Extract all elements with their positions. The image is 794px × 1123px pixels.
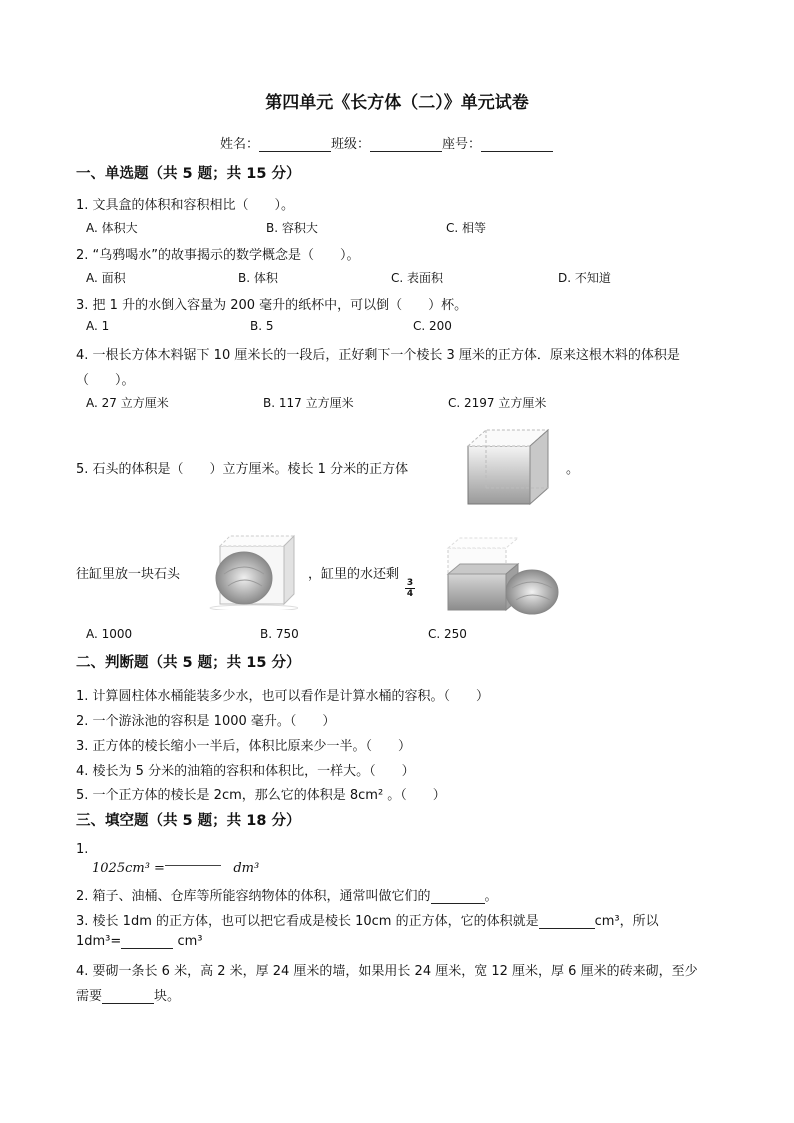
option-a[interactable]: A. 1000 (86, 627, 133, 641)
name-label: 姓名： (220, 137, 260, 152)
option-c[interactable]: C. 表面积 (391, 271, 444, 285)
fill-question-text: 需要 (76, 989, 103, 1004)
question-text: 2. “乌鸦喝水”的故事揭示的数学概念是（ ）。 (76, 248, 360, 263)
class-field[interactable] (370, 137, 442, 152)
section-heading-fill-blank: 三、填空题（共 5 题；共 18 分） (76, 813, 301, 829)
fill-question (76, 885, 498, 904)
judgment-question: 1. 计算圆柱体水桶能装多少水，也可以看作是计算水桶的容积。（ ） (76, 689, 490, 704)
question-end: 。 (566, 462, 580, 477)
answer-blank[interactable] (165, 855, 221, 866)
math-unit: dm³ (233, 861, 260, 876)
seat-field[interactable] (481, 137, 553, 152)
fill-question-cont (76, 934, 202, 949)
math-expression (92, 855, 259, 876)
option-b[interactable]: B. 容积大 (266, 221, 318, 235)
fill-question-cont (76, 985, 180, 1004)
fill-question-end: 。 (484, 889, 498, 904)
fill-question-text: 2. 箱子、油桶、仓库等所能容纳物体的体积，通常叫做它们的 (76, 889, 431, 904)
question-text-cont: ，缸里的水还剩 (308, 567, 400, 582)
fill-question-text: 块。 (154, 989, 181, 1004)
question-text: 3. 把 1 升的水倒入容量为 200 毫升的纸杯中，可以倒（ ）杯。 (76, 298, 468, 313)
question-text-cont: （ ）。 (76, 373, 135, 388)
option-a[interactable]: A. 体积大 (86, 221, 138, 235)
student-info (220, 133, 553, 152)
fraction-numerator: 3 (406, 578, 414, 588)
option-c[interactable]: C. 相等 (446, 221, 487, 235)
name-field[interactable] (259, 137, 331, 152)
math-left: 1025cm³ = (92, 861, 165, 876)
judgment-question: 2. 一个游泳池的容积是 1000 毫升。（ ） (76, 714, 336, 729)
fraction-denominator: 4 (406, 589, 414, 599)
fill-question-text: 3. 棱长 1dm 的正方体，也可以把它看成是棱长 10cm 的正方体，它的体积就是 (76, 914, 539, 929)
section-heading-single-choice: 一、单选题（共 5 题；共 15 分） (76, 166, 301, 182)
fill-question-text: cm³，所以 (594, 914, 659, 929)
fill-question: 4. 要砌一条长 6 米，高 2 米，厚 24 厘米的墙，如果用长 24 厘米，宽 12 厘米，厚 6 厘米的砖来砌，至少 (76, 964, 698, 979)
option-b[interactable]: B. 体积 (238, 271, 278, 285)
option-a[interactable]: A. 面积 (86, 271, 126, 285)
question-text-cont: 往缸里放一块石头 (76, 567, 181, 582)
option-a[interactable]: A. 1 (86, 319, 110, 333)
judgment-question: 5. 一个正方体的棱长是 2cm，那么它的体积是 8cm² 。（ ） (76, 788, 446, 803)
fill-question (76, 910, 659, 929)
tank-with-stone-image (206, 530, 298, 610)
answer-blank[interactable] (102, 989, 154, 1004)
option-c[interactable]: C. 200 (413, 319, 452, 333)
answer-blank[interactable] (539, 914, 595, 929)
page-title: 第四单元《长方体（二）》单元试卷 (265, 93, 529, 113)
question-text: 5. 石头的体积是（ ）立方厘米。棱长 1 分米的正方体 (76, 462, 409, 477)
seat-label: 座号： (442, 137, 482, 152)
question-text: 4. 一根长方体木料锯下 10 厘米长的一段后，正好剩下一个棱长 3 厘米的正方体．原来这根木料的体积是 (76, 348, 680, 363)
section-heading-true-false: 二、判断题（共 5 题；共 15 分） (76, 655, 301, 671)
question-text: 1. 文具盒的体积和容积相比（ ）。 (76, 198, 295, 213)
judgment-question: 4. 棱长为 5 分米的油箱的容积和体积比，一样大。（ ） (76, 764, 415, 779)
tank-after-stone-image (432, 534, 564, 616)
answer-blank[interactable] (431, 889, 485, 904)
option-b[interactable]: B. 117 立方厘米 (263, 396, 354, 410)
option-d[interactable]: D. 不知道 (558, 271, 611, 285)
answer-blank[interactable] (121, 934, 173, 949)
fill-question-text: cm³ (177, 934, 203, 949)
cube-container-image (466, 428, 550, 506)
fraction (405, 578, 415, 599)
question-number: 1. (76, 842, 89, 857)
judgment-question: 3. 正方体的棱长缩小一半后，体积比原来少一半。（ ） (76, 739, 412, 754)
option-b[interactable]: B. 750 (260, 627, 299, 641)
class-label: 班级： (331, 137, 371, 152)
option-b[interactable]: B. 5 (250, 319, 274, 333)
option-c[interactable]: C. 2197 立方厘米 (448, 396, 547, 410)
fill-question-text: 1dm³= (76, 934, 122, 949)
option-a[interactable]: A. 27 立方厘米 (86, 396, 169, 410)
option-c[interactable]: C. 250 (428, 627, 467, 641)
